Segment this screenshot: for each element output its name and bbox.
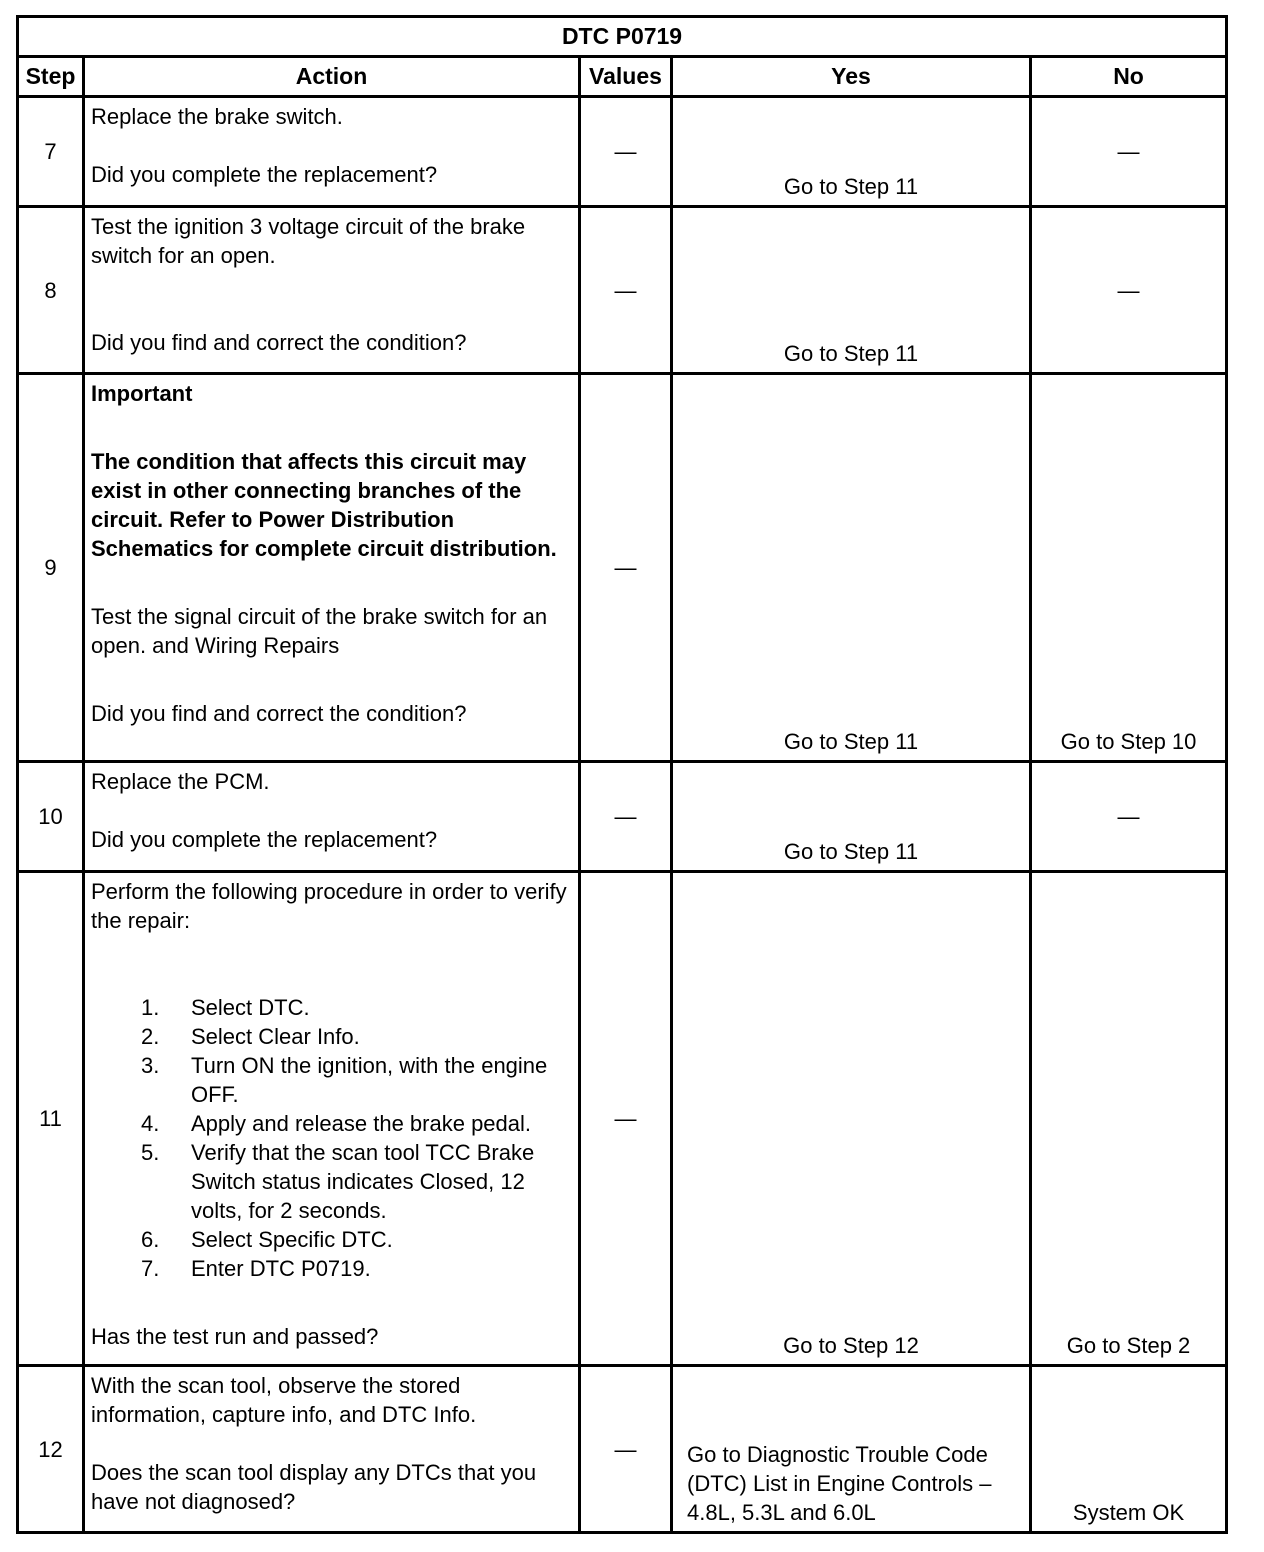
action-cell: [84, 872, 580, 1366]
yes-cell: Go to Step 11: [672, 762, 1031, 872]
action-question: Does the scan tool display any DTCs that you have not diagnosed?: [91, 1460, 537, 1514]
list-text: Enter DTC P0719.: [191, 1256, 371, 1281]
header-action: Action: [84, 57, 580, 97]
list-item: [141, 1138, 572, 1225]
action-text: Test the signal circuit of the brake switch for an open. and Wiring Repairs: [91, 604, 548, 658]
list-text: Apply and release the brake pedal.: [191, 1111, 532, 1136]
list-item: [141, 1225, 572, 1254]
action-question: Did you find and correct the condition?: [91, 330, 467, 355]
values-cell: —: [580, 374, 672, 762]
list-number: 5.: [141, 1140, 160, 1165]
list-text: Select Specific DTC.: [191, 1227, 393, 1252]
values-cell: —: [580, 207, 672, 374]
header-no: No: [1031, 57, 1227, 97]
values-cell: —: [580, 872, 672, 1366]
yes-link-text: Go to Diagnostic Trouble Code (DTC) List in Engine Controls – 4.8L, 5.3L and 6.0L: [687, 1442, 992, 1525]
list-item: [141, 1051, 572, 1109]
yes-cell: Go to Step 11: [672, 207, 1031, 374]
list-item: [141, 1254, 572, 1283]
no-cell: —: [1031, 207, 1227, 374]
values-cell: —: [580, 97, 672, 207]
step-number: 7: [18, 97, 84, 207]
action-cell: [84, 1366, 580, 1533]
list-text: Verify that the scan tool TCC Brake Switch status indicates Closed, 12 volts, for 2 seconds.: [191, 1140, 535, 1223]
list-number: 6.: [141, 1227, 160, 1252]
no-cell: —: [1031, 97, 1227, 207]
yes-cell: [672, 1366, 1031, 1533]
values-cell: —: [580, 1366, 672, 1533]
table-row-step-11: [18, 872, 1227, 1366]
action-text: Test the ignition 3 voltage circuit of the brake switch for an open.: [91, 214, 526, 268]
list-number: 1.: [141, 995, 160, 1020]
list-number: 4.: [141, 1111, 160, 1136]
step-number: 9: [18, 374, 84, 762]
action-text: Replace the brake switch.: [91, 104, 343, 129]
action-question: Has the test run and passed?: [91, 1324, 379, 1349]
list-number: 3.: [141, 1053, 160, 1078]
action-text: Perform the following procedure in order to verify the repair:: [91, 879, 567, 933]
list-item: [141, 1022, 572, 1051]
procedure-list: [91, 993, 572, 1283]
action-cell: [84, 97, 580, 207]
no-cell: System OK: [1031, 1366, 1227, 1533]
action-cell: [84, 207, 580, 374]
list-text: Select Clear Info.: [191, 1024, 360, 1049]
step-number: 10: [18, 762, 84, 872]
list-number: 2.: [141, 1024, 160, 1049]
values-cell: —: [580, 762, 672, 872]
step-number: 8: [18, 207, 84, 374]
table-row-step-12: [18, 1366, 1227, 1533]
table-row-step-9: [18, 374, 1227, 762]
title-row: [18, 17, 1227, 57]
action-text: With the scan tool, observe the stored information, capture info, and DTC Info.: [91, 1373, 477, 1427]
table-row-step-7: [18, 97, 1227, 207]
important-note: The condition that affects this circuit may exist in other connecting branches of the circuit. Refer to Power Distribution Schematics for complete circuit distribution.: [91, 449, 557, 561]
action-question: Did you find and correct the condition?: [91, 701, 467, 726]
no-cell: Go to Step 10: [1031, 374, 1227, 762]
list-item: [141, 1109, 572, 1138]
yes-cell: Go to Step 11: [672, 97, 1031, 207]
action-cell: [84, 374, 580, 762]
yes-cell: Go to Step 11: [672, 374, 1031, 762]
action-question: Did you complete the replacement?: [91, 162, 438, 187]
list-text: Select DTC.: [191, 995, 310, 1020]
action-question: Did you complete the replacement?: [91, 827, 438, 852]
list-number: 7.: [141, 1256, 160, 1281]
yes-cell: Go to Step 12: [672, 872, 1031, 1366]
header-row: [18, 57, 1227, 97]
no-cell: —: [1031, 762, 1227, 872]
action-cell: [84, 762, 580, 872]
action-text: Replace the PCM.: [91, 769, 270, 794]
header-step: Step: [18, 57, 84, 97]
list-text: Turn ON the ignition, with the engine OFF.: [191, 1053, 548, 1107]
diagnostic-table: [16, 15, 1228, 1534]
header-values: Values: [580, 57, 672, 97]
diagnostic-table-container: [16, 15, 1225, 1534]
step-number: 11: [18, 872, 84, 1366]
step-number: 12: [18, 1366, 84, 1533]
list-item: [141, 993, 572, 1022]
header-yes: Yes: [672, 57, 1031, 97]
table-row-step-8: [18, 207, 1227, 374]
table-row-step-10: [18, 762, 1227, 872]
table-title: DTC P0719: [18, 17, 1227, 57]
no-cell: Go to Step 2: [1031, 872, 1227, 1366]
important-label: Important: [91, 381, 193, 406]
